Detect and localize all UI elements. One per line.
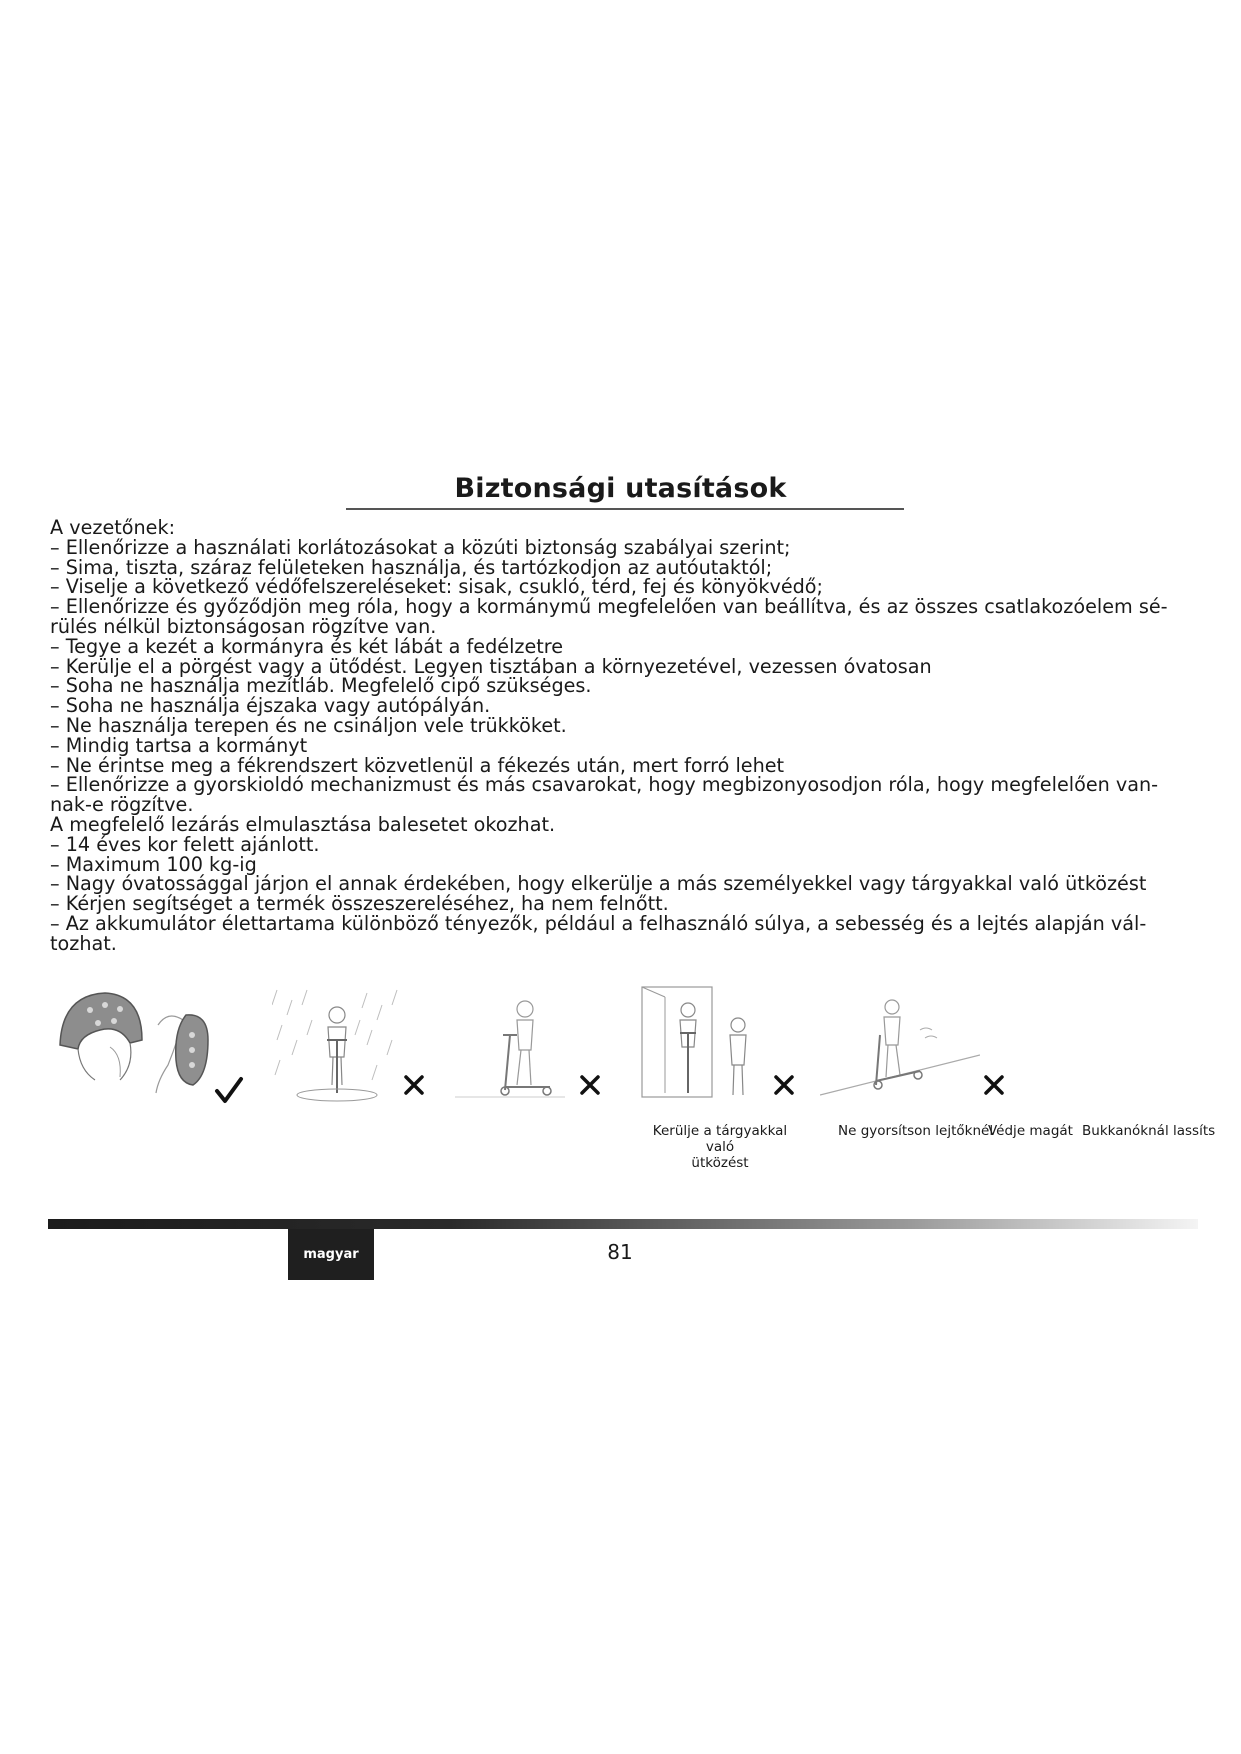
text-line: tozhat.: [50, 931, 117, 955]
illustration-strip: [0, 985, 1241, 1171]
page-number: 81: [607, 1240, 633, 1264]
cross-icon: [578, 1073, 602, 1097]
text-line: – Ne használja terepen és ne csináljon vele trükköket.: [50, 713, 567, 737]
text-line: – Kérjen segítséget a termék összeszereléséhez, ha nem felnőtt.: [50, 892, 669, 916]
text-line: – Az akkumulátor élettartama különböző tényezők, például a felhasználó súlya, a sebesség és a lejtés alapján vál-: [50, 911, 1147, 935]
helmet-icon: [50, 985, 150, 1085]
safety-instructions-text: [50, 518, 1185, 954]
text-line: rülés nélkül biztonságosan rögzítve van.: [50, 614, 437, 638]
caption-slope: Ne gyorsítson lejtőknél: [838, 1123, 994, 1139]
cross-icon: [402, 1073, 426, 1097]
caption-protect: Védje magát: [988, 1123, 1073, 1139]
text-line: – Maximum 100 kg-ig: [50, 852, 257, 876]
rain-icon: [272, 985, 402, 1105]
page-title: Biztonsági utasítások: [454, 473, 787, 504]
text-line: – Ellenőrizze a gyorskioldó mechanizmust és más csavarokat, hogy megbizonyosodjon róla, hogy megfelelően van-: [50, 773, 1159, 797]
text-line: A megfelelő lezárás elmulasztása balesetet okozhat.: [50, 812, 556, 836]
text-line: – Viselje a következő védőfelszereléseket: sisak, csukló, térd, fej és könyökvédő;: [50, 575, 824, 599]
door-icon: [630, 985, 760, 1105]
scooter-rider-icon: [455, 995, 565, 1105]
text-line: – Ellenőrizze és győződjön meg róla, hogy a kormánymű megfelelően van beállítva, és az összes csatlakozóelem sé-: [50, 595, 1168, 619]
text-line: – Soha ne használja mezítláb. Megfelelő cipő szükséges.: [50, 674, 592, 698]
text-line: A vezetőnek:: [50, 516, 176, 539]
caption-bumps: Bukkanóknál lassíts: [1082, 1123, 1216, 1139]
text-line: – Soha ne használja éjszaka vagy autópályán.: [50, 694, 491, 718]
caption-avoid-collision: Kerülje a tárgyakkal való ütközést: [652, 1123, 788, 1171]
title-underline: [346, 508, 904, 510]
language-tab: magyar: [288, 1229, 374, 1280]
text-line: – Ellenőrizze a használati korlátozásokat a közúti biztonság szabályai szerint;: [50, 535, 791, 559]
cross-icon: [982, 1073, 1006, 1097]
check-icon: [214, 1075, 244, 1105]
text-line: nak-e rögzítve.: [50, 793, 194, 817]
text-line: – Mindig tartsa a kormányt: [50, 733, 308, 757]
text-line: – Sima, tiszta, száraz felületeken használja, és tartózkodjon az autóutaktól;: [50, 555, 773, 579]
slope-icon: [820, 995, 980, 1105]
knee-pad-icon: [148, 1005, 218, 1095]
cross-icon: [772, 1073, 796, 1097]
text-line: – Ne érintse meg a fékrendszert közvetlenül a fékezés után, mert forró lehet: [50, 753, 785, 777]
text-line: – Kerülje el a pörgést vagy a ütődést. Legyen tisztában a környezetével, vezessen óvatosan: [50, 654, 932, 678]
footer-divider: [48, 1219, 1198, 1229]
text-line: – Nagy óvatossággal járjon el annak érdekében, hogy elkerülje a más személyekkel vagy tárgyakkal való ütközést: [50, 872, 1147, 896]
text-line: – 14 éves kor felett ajánlott.: [50, 832, 320, 856]
text-line: – Tegye a kezét a kormányra és két lábát a fedélzetre: [50, 634, 564, 658]
